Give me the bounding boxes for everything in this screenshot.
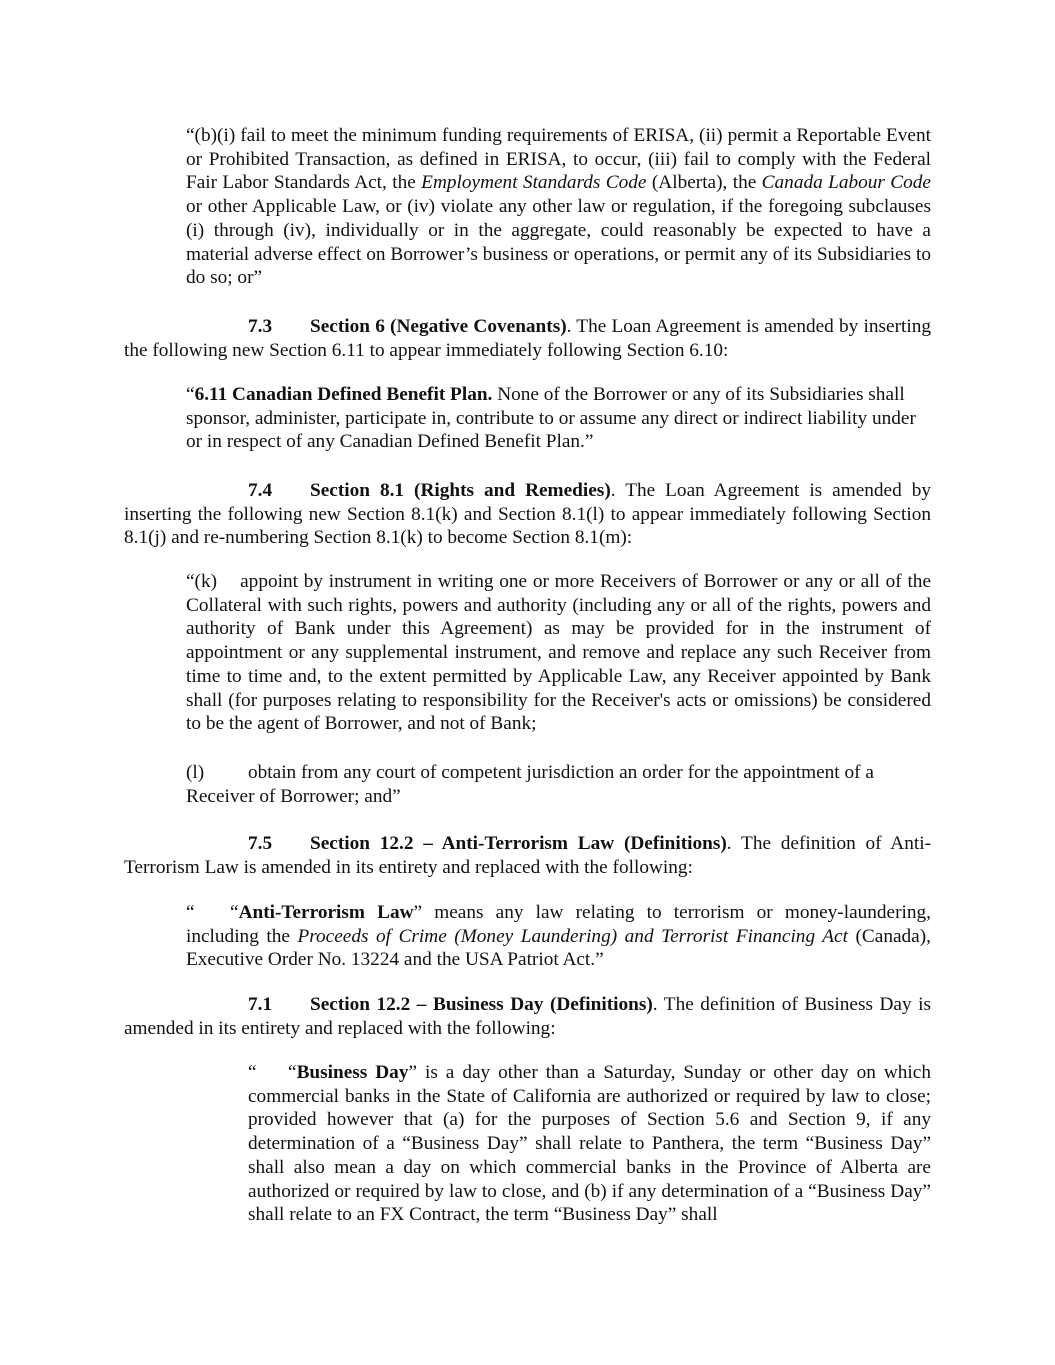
section-7-4-number: 7.4 [248, 480, 273, 501]
clause-l [186, 761, 931, 808]
section-7-3 [124, 315, 931, 362]
section-7-4-text: . The Loan Agreement is amended by inserting the following new Section 8.1(k) and Section 8.1(l) to appear immediately following Section 8.1(j) and re-numbering Section 8.1(k) to become Section 8.1(m): [124, 480, 932, 549]
atl-italic-act: Proceeds of Crime (Money Laundering) and Terrorist Financing Act [297, 925, 848, 947]
atl-term: Anti-Terrorism Law [238, 902, 414, 923]
section-6-11-open-quote: “ [186, 384, 195, 405]
clause-k-text: appoint by instrument in writing one or more Receivers of Borrower or any or all of the Collateral with such rights, powers and authority (including any or all of the rights, powers and authority of Bank under this Agreement) as may be provided for in the instrument of appointment or any supplemental instrument, and remove and replace any such Receiver from time to time and, to the extent permitted by Applicable Law, any Receiver appointed by Bank shall (for purposes relating to responsibility for the Receiver's acts or omissions) be considered to be the agent of Borrower, and not of Bank; [186, 571, 932, 735]
atl-open-quote: “ [186, 902, 195, 923]
section-7-1-text: . The definition of Business Day is amended in its entirety and replaced with the following: [124, 994, 932, 1039]
clause-b-italic-2: Canada Labour Code [761, 172, 931, 194]
clause-l-text: obtain from any court of competent jurisdiction an order for the appointment of a Receiver of Borrower; and” [186, 762, 874, 807]
atl-text-1: ” means any law relating to terrorism or money-laundering, including the [186, 902, 931, 947]
bd-term-quote: “ [288, 1062, 297, 1083]
section-7-3-heading: Section 6 (Negative Covenants) [310, 316, 567, 337]
clause-b-italic-1: Employment Standards Code [421, 172, 647, 194]
clause-k [186, 570, 931, 736]
section-7-1-heading: Section 12.2 – Business Day (Definitions) [310, 994, 653, 1015]
section-7-1 [124, 993, 931, 1040]
section-7-3-number: 7.3 [248, 316, 273, 337]
section-6-11-heading: 6.11 Canadian Defined Benefit Plan. [194, 384, 493, 405]
clause-b-text-1: “(b)(i) fail to meet the minimum funding requirements of ERISA, (ii) permit a Reportable Event or Prohibited Transaction, as defined in ERISA, to occur, (iii) fail to comply with the Federal Fair Labor Standards Act, the [186, 125, 931, 194]
clause-k-label: “(k) [186, 571, 218, 592]
atl-text-2: (Canada), Executive Order No. 13224 and the USA Patriot Act.” [186, 925, 931, 971]
atl-term-quote: “ [230, 902, 239, 923]
section-7-5-number: 7.5 [248, 833, 273, 854]
anti-terrorism-definition [186, 901, 931, 972]
bd-open-quote: “ [248, 1062, 257, 1083]
section-7-3-text: . The Loan Agreement is amended by inserting the following new Section 6.11 to appear immediately following Section 6.10: [124, 316, 931, 361]
section-7-5-heading: Section 12.2 – Anti-Terrorism Law (Definitions) [310, 833, 727, 854]
quoted-clause-b [186, 124, 931, 290]
section-6-11-text: None of the Borrower or any of its Subsidiaries shall sponsor, administer, participate in, contribute to or assume any direct or indirect liability under or in respect of any Canadian Defined Benefit Plan.” [186, 384, 916, 453]
business-day-definition [248, 1061, 931, 1227]
clause-l-label: (l) [186, 762, 205, 783]
section-6-11 [186, 383, 931, 454]
section-7-5 [124, 832, 931, 879]
section-7-4 [124, 479, 931, 550]
section-7-4-heading: Section 8.1 (Rights and Remedies) [310, 480, 611, 501]
clause-b-text-2: (Alberta), the [646, 172, 762, 194]
bd-term: Business Day [296, 1062, 409, 1083]
clause-b-text-3: or other Applicable Law, or (iv) violate any other law or regulation, if the foregoing subclauses (i) through (iv), individually or in the aggregate, could reasonably be expected to have a material adverse effect on Borrower’s business or operations, or permit any of its Subsidiaries to do so; or” [186, 196, 931, 289]
section-7-1-number: 7.1 [248, 994, 273, 1015]
bd-text: ” is a day other than a Saturday, Sunday or other day on which commercial banks in the State of California are authorized or required by law to close; provided however that (a) for the purposes of Section 5.6 and Section 9, if any determination of a “Business Day” shall relate to Panthera, the term “Business Day” shall also mean a day on which commercial banks in the Province of Alberta are authorized or required by law to close, and (b) if any determination of a “Business Day” shall relate to an FX Contract, the term “Business Day” shall [248, 1062, 931, 1226]
section-7-5-text: . The definition of Anti-Terrorism Law is amended in its entirety and replaced with the following: [124, 833, 931, 878]
